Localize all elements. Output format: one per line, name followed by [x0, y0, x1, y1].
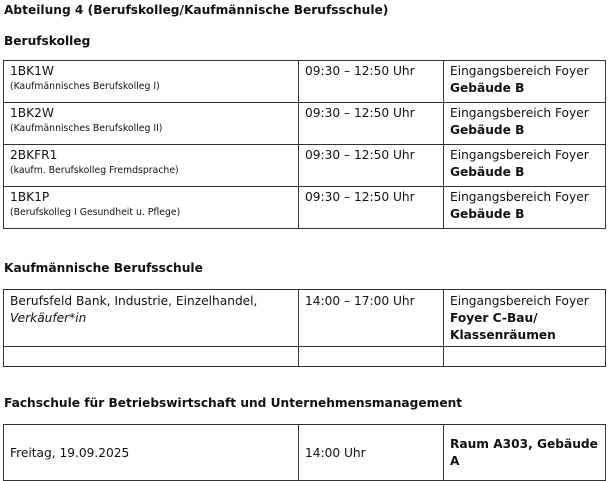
- section-heading-berufskolleg: Berufskolleg: [4, 34, 91, 48]
- table-row: [4, 290, 606, 347]
- time-cell: 14:00 Uhr: [299, 425, 444, 481]
- class-description: (Kaufmännisches Berufskolleg II): [10, 123, 163, 134]
- location-cell: [444, 290, 606, 347]
- table-row: [4, 103, 606, 145]
- location-text: Eingangsbereich Foyer: [450, 190, 589, 204]
- location-text: Eingangsbereich Foyer: [450, 64, 589, 78]
- building-text: Foyer C-Bau/: [450, 311, 538, 325]
- section-heading-kaufm: Kaufmännische Berufsschule: [4, 261, 203, 275]
- location-text: Eingangsbereich Foyer: [450, 148, 589, 162]
- field-text: Berufsfeld Bank, Industrie, Einzelhandel,: [10, 294, 258, 308]
- location-cell: [444, 103, 606, 145]
- location-text: Eingangsbereich Foyer: [450, 106, 589, 120]
- time-cell: 14:00 – 17:00 Uhr: [299, 290, 444, 347]
- section-heading-fachschule: Fachschule für Betriebswirtschaft und Unternehmensmanagement: [4, 396, 463, 410]
- location-cell: [444, 145, 606, 187]
- location-cell: [444, 61, 606, 103]
- time-cell: 09:30 – 12:50 Uhr: [299, 187, 444, 229]
- building-text: Gebäude B: [450, 123, 525, 137]
- table-row: [4, 145, 606, 187]
- date-cell: Freitag, 19.09.2025: [4, 425, 299, 481]
- kaufm-table: [3, 289, 606, 367]
- table-row: [4, 187, 606, 229]
- empty-cell: [4, 347, 299, 367]
- class-cell: [4, 61, 299, 103]
- class-code: 1BK1P: [10, 190, 50, 204]
- class-code: 1BK1W: [10, 64, 54, 78]
- building-text: Gebäude B: [450, 81, 525, 95]
- table-row-empty: [4, 347, 606, 367]
- page-title: Abteilung 4 (Berufskolleg/Kaufmännische Berufsschule): [4, 3, 389, 17]
- class-description: (Kaufmännisches Berufskolleg I): [10, 81, 160, 92]
- class-cell: [4, 145, 299, 187]
- class-code: 2BKFR1: [10, 148, 58, 162]
- table-row: [4, 425, 606, 481]
- building-text: Gebäude B: [450, 207, 525, 221]
- empty-cell: [299, 347, 444, 367]
- time-cell: 09:30 – 12:50 Uhr: [299, 103, 444, 145]
- field-cell: [4, 290, 299, 347]
- field-text-italic: Verkäufer*in: [10, 311, 87, 325]
- location-cell: Raum A303, Gebäude A: [444, 425, 606, 481]
- berufskolleg-table: [3, 60, 606, 229]
- class-cell: [4, 187, 299, 229]
- location-cell: [444, 187, 606, 229]
- building-text: Gebäude B: [450, 165, 525, 179]
- empty-cell: [444, 347, 606, 367]
- class-description: (kaufm. Berufskolleg Fremdsprache): [10, 165, 179, 176]
- table-row: [4, 61, 606, 103]
- time-cell: 09:30 – 12:50 Uhr: [299, 145, 444, 187]
- class-cell: [4, 103, 299, 145]
- time-cell: 09:30 – 12:50 Uhr: [299, 61, 444, 103]
- location-text: Eingangsbereich Foyer: [450, 294, 589, 308]
- class-code: 1BK2W: [10, 106, 54, 120]
- class-description: (Berufskolleg I Gesundheit u. Pflege): [10, 207, 181, 218]
- building-text-2: Klassenräumen: [450, 328, 556, 342]
- fachschule-table: [3, 424, 606, 481]
